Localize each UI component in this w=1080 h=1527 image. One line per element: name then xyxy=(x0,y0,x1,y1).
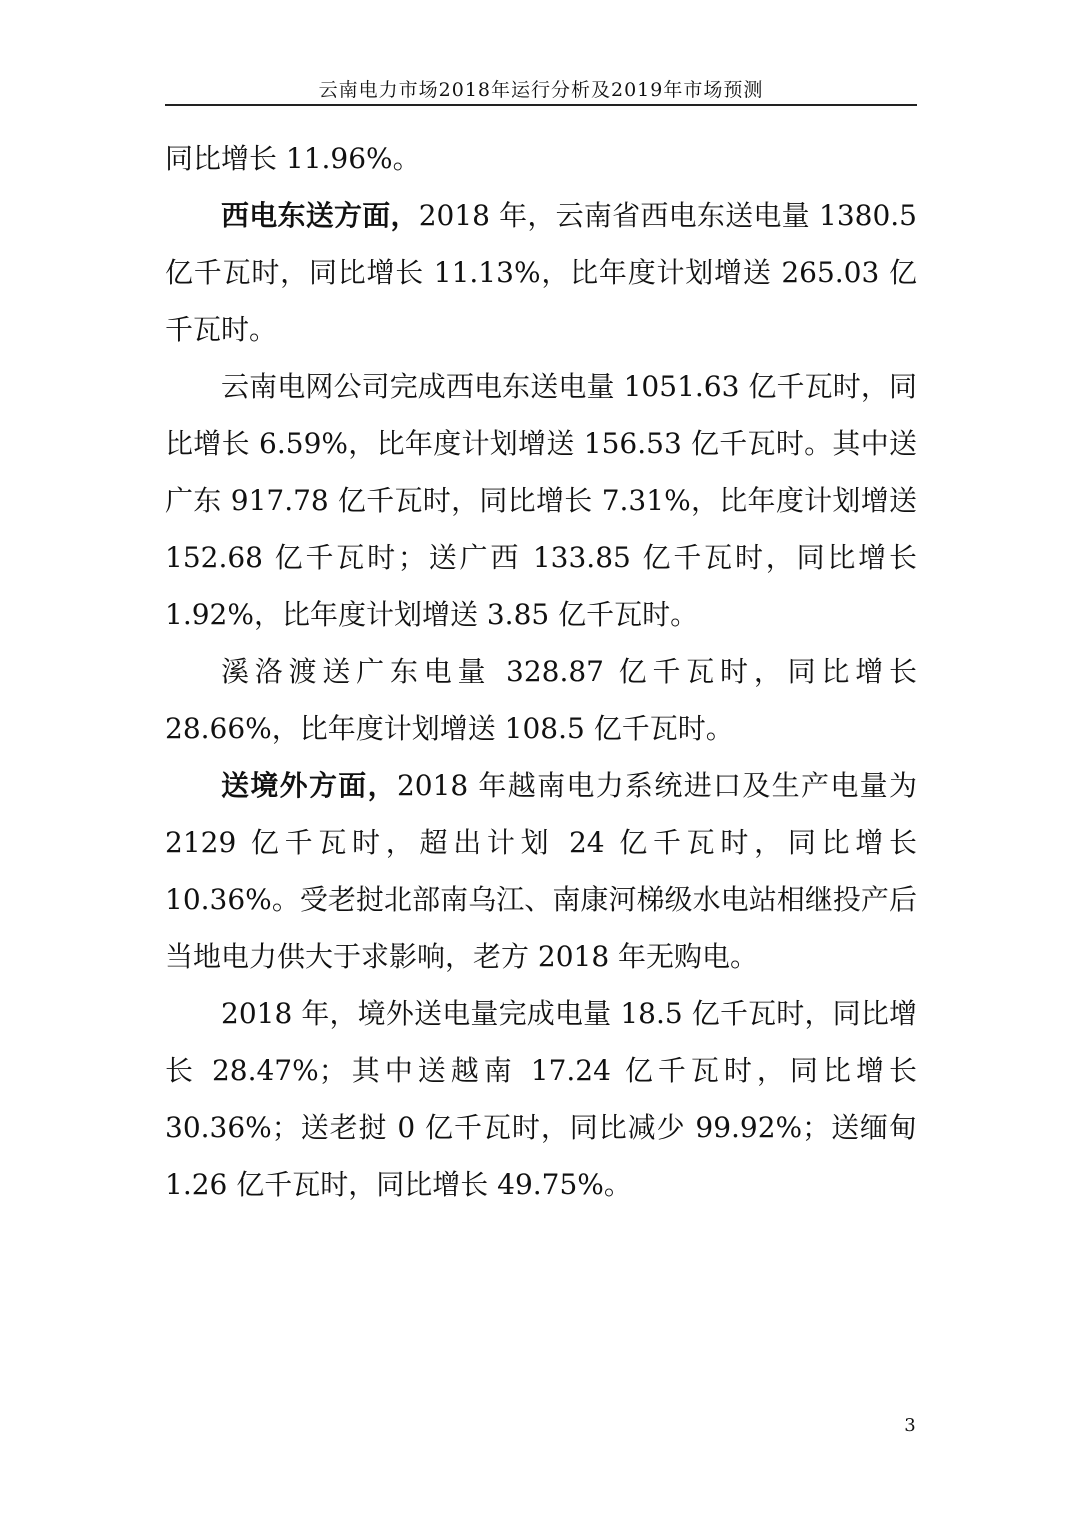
paragraph-continued xyxy=(165,130,917,187)
paragraph-west-east-transmission xyxy=(165,187,917,358)
paragraph-grid-company xyxy=(165,358,917,643)
paragraph-text: 2018 年，云南省西电东送电量 1380.5 亿千瓦时，同比增长 11.13%，比年度计划增送 265.03 亿千瓦时。 xyxy=(165,199,917,346)
paragraph-xiluodu xyxy=(165,643,917,757)
paragraph-text: 2018 年越南电力系统进口及生产电量为 2129 亿千瓦时，超出计划 24 亿千瓦时，同比增长 10.36%。受老挝北部南乌江、南康河梯级水电站相继投产后当地电力供大于求影响，老方 2018 年无购电。 xyxy=(165,769,917,973)
document-body xyxy=(165,130,917,1213)
paragraph-text: 云南电网公司完成西电东送电量 1051.63 亿千瓦时，同比增长 6.59%，比年度计划增送 156.53 亿千瓦时。其中送广东 917.78 亿千瓦时，同比增长 7.31%，比年度计划增送 152.68 亿千瓦时；送广西 133.85 亿千瓦时，同比增长 1.92%，比年度计划增送 3.85 亿千瓦时。 xyxy=(165,370,917,631)
paragraph-overseas-transmission xyxy=(165,757,917,985)
paragraph-text: 同比增长 11.96%。 xyxy=(165,142,421,175)
paragraph-text: 2018 年，境外送电量完成电量 18.5 亿千瓦时，同比增长 28.47%；其中送越南 17.24 亿千瓦时，同比增长 30.36%；送老挝 0 亿千瓦时，同比减少 99.92%；送缅甸 1.26 亿千瓦时，同比增长 49.75%。 xyxy=(165,997,917,1201)
running-header: 云南电力市场2018年运行分析及2019年市场预测 xyxy=(318,79,764,101)
section-lead-west-east: 西电东送方面， xyxy=(221,199,419,232)
section-lead-overseas: 送境外方面， xyxy=(221,769,397,802)
header-divider xyxy=(165,104,917,106)
page-number: 3 xyxy=(904,1415,916,1436)
paragraph-overseas-volume xyxy=(165,985,917,1213)
paragraph-text: 溪洛渡送广东电量 328.87 亿千瓦时，同比增长 28.66%，比年度计划增送 108.5 亿千瓦时。 xyxy=(165,655,917,745)
